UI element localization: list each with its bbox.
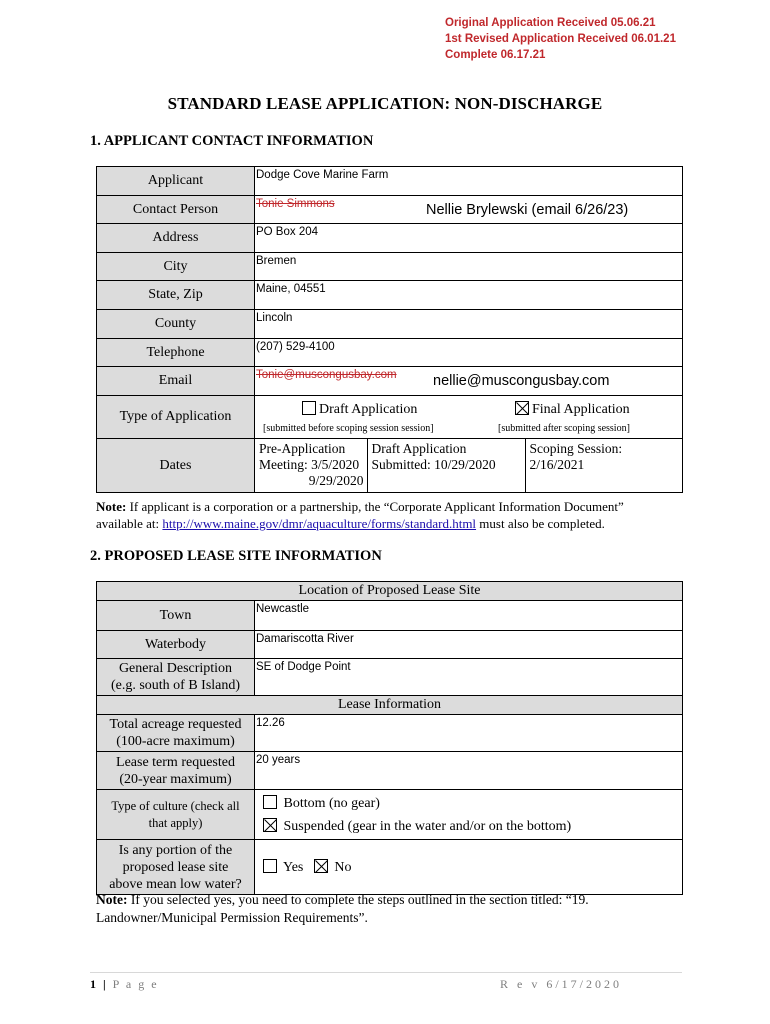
- address-label: Address: [97, 224, 255, 253]
- section-1-heading: 1. APPLICANT CONTACT INFORMATION: [90, 133, 374, 149]
- general-description-label: [97, 659, 255, 696]
- culture-bottom-label: Bottom (no gear): [283, 795, 380, 811]
- culture-suspended-option[interactable]: [263, 815, 682, 838]
- note-text-1: If applicant is a corporation or a partnership, the “Corporate Applicant Information Document”: [126, 499, 624, 514]
- culture-label-line1: Type of culture (check all: [111, 798, 240, 813]
- page-word: P a g e: [112, 977, 159, 991]
- email-added: nellie@muscongusbay.com: [433, 373, 610, 389]
- above-low-water-label: [97, 840, 255, 895]
- draft-application-label: Draft Application: [319, 402, 418, 417]
- document-title: STANDARD LEASE APPLICATION: NON-DISCHARGE: [167, 94, 603, 113]
- acreage-label: [97, 715, 255, 752]
- general-label-line1: General Description: [118, 661, 233, 676]
- scoping-line2: 2/16/2021: [529, 457, 585, 472]
- pre-application-line3: 9/29/2020: [308, 473, 364, 488]
- yes-label: Yes: [282, 859, 304, 875]
- above-label-line2: proposed lease site: [122, 859, 229, 875]
- note2-text-2: Landowner/Municipal Permission Requirements”.: [96, 910, 368, 925]
- draft-date-line2: Submitted: 10/29/2020: [371, 457, 496, 472]
- address-field[interactable]: PO Box 204: [255, 224, 683, 253]
- stamp-line-complete: Complete 06.17.21: [445, 49, 546, 61]
- pre-application-line2: Meeting: 3/5/2020: [259, 457, 360, 472]
- final-application-option[interactable]: [515, 401, 630, 418]
- note-bold: Note:: [96, 499, 127, 514]
- pre-application-line1: Pre-Application: [259, 441, 346, 456]
- section-2-heading: 2. PROPOSED LEASE SITE INFORMATION: [90, 548, 382, 564]
- above-low-water-field: [255, 840, 683, 895]
- draft-application-date[interactable]: [367, 439, 525, 492]
- town-label: Town: [97, 601, 255, 631]
- note2-bold: Note:: [96, 892, 128, 907]
- dates-subtable: [255, 439, 683, 492]
- final-application-label: Final Application: [532, 402, 630, 417]
- above-yes-option[interactable]: [263, 860, 303, 875]
- note-text-suffix: must also be completed.: [476, 516, 605, 531]
- note-text-prefix: available at:: [96, 516, 163, 531]
- lease-site-table: [96, 581, 683, 895]
- term-label-line1: Lease term requested: [116, 754, 235, 770]
- landowner-note: [96, 891, 589, 927]
- no-label: No: [334, 859, 352, 875]
- email-label: Email: [97, 367, 255, 396]
- email-field[interactable]: [255, 367, 683, 396]
- page-number-value: 1: [90, 977, 98, 991]
- scoping-line1: Scoping Session:: [529, 441, 623, 456]
- corporate-form-link[interactable]: http://www.maine.gov/dmr/aquaculture/forms/standard.html: [162, 516, 477, 531]
- county-field[interactable]: Lincoln: [255, 310, 683, 339]
- contact-person-struck: Tonie Simmons: [256, 198, 335, 210]
- draft-note: [submitted before scoping session session]: [263, 423, 434, 434]
- above-label-line3: above mean low water?: [109, 876, 242, 892]
- culture-type-label: [97, 790, 255, 840]
- lease-info-header: Lease Information: [97, 696, 683, 715]
- draft-application-option[interactable]: [302, 401, 417, 418]
- state-zip-label: State, Zip: [97, 281, 255, 310]
- dates-field: [255, 439, 683, 493]
- footer-divider: [90, 972, 682, 973]
- revision-date: R e v 6/17/2020: [500, 977, 622, 991]
- contact-person-label: Contact Person: [97, 196, 255, 224]
- lease-term-label: [97, 752, 255, 790]
- waterbody-field[interactable]: Damariscotta River: [255, 631, 683, 659]
- applicant-contact-table: [96, 166, 683, 493]
- scoping-session-date[interactable]: [525, 439, 683, 492]
- general-label-line2: (e.g. south of B Island): [110, 678, 241, 693]
- page-separator: |: [98, 977, 113, 991]
- above-no-checkbox[interactable]: [314, 859, 328, 873]
- dates-label: Dates: [97, 439, 255, 493]
- culture-type-field: [255, 790, 683, 840]
- telephone-field[interactable]: (207) 529-4100: [255, 339, 683, 367]
- culture-bottom-option[interactable]: [263, 792, 682, 815]
- stamp-line-revised: 1st Revised Application Received 06.01.21: [445, 33, 676, 45]
- draft-date-line1: Draft Application: [371, 441, 467, 456]
- contact-person-field[interactable]: [255, 196, 683, 224]
- email-struck: Tonie@muscongusbay.com: [256, 369, 397, 381]
- town-field[interactable]: Newcastle: [255, 601, 683, 631]
- above-no-option[interactable]: [314, 860, 352, 875]
- acreage-label-line2: (100-acre maximum): [116, 734, 235, 749]
- state-zip-field[interactable]: Maine, 04551: [255, 281, 683, 310]
- page-number: [90, 977, 159, 992]
- draft-checkbox[interactable]: [302, 401, 316, 415]
- above-yes-checkbox[interactable]: [263, 859, 277, 873]
- pre-application-date[interactable]: [255, 439, 367, 492]
- culture-suspended-checkbox[interactable]: [263, 818, 277, 832]
- applicant-label: Applicant: [97, 167, 255, 196]
- acreage-label-line1: Total acreage requested: [109, 717, 242, 732]
- above-label-line1: Is any portion of the: [118, 842, 233, 858]
- telephone-label: Telephone: [97, 339, 255, 367]
- term-label-line2: (20-year maximum): [119, 771, 232, 787]
- county-label: County: [97, 310, 255, 339]
- culture-suspended-label: Suspended (gear in the water and/or on the bottom): [283, 818, 572, 834]
- city-field[interactable]: Bremen: [255, 253, 683, 281]
- stamp-line-original: Original Application Received 05.06.21: [445, 17, 656, 29]
- note2-text-1: If you selected yes, you need to complete the steps outlined in the section titled: “19.: [127, 892, 589, 907]
- corporate-note: [96, 498, 624, 532]
- type-of-application-label: Type of Application: [97, 396, 255, 439]
- acreage-field[interactable]: 12.26: [255, 715, 683, 752]
- city-label: City: [97, 253, 255, 281]
- culture-bottom-checkbox[interactable]: [263, 795, 277, 809]
- type-of-application-field: [255, 396, 683, 439]
- waterbody-label: Waterbody: [97, 631, 255, 659]
- final-checkbox[interactable]: [515, 401, 529, 415]
- lease-term-field[interactable]: 20 years: [255, 752, 683, 790]
- culture-label-line2: that apply): [148, 815, 203, 830]
- final-note: [submitted after scoping session]: [498, 423, 630, 434]
- location-header: Location of Proposed Lease Site: [97, 582, 683, 601]
- general-description-field[interactable]: SE of Dodge Point: [255, 659, 683, 696]
- applicant-field[interactable]: Dodge Cove Marine Farm: [255, 167, 683, 196]
- received-stamp: [445, 15, 676, 63]
- contact-person-added: Nellie Brylewski (email 6/26/23): [426, 202, 629, 218]
